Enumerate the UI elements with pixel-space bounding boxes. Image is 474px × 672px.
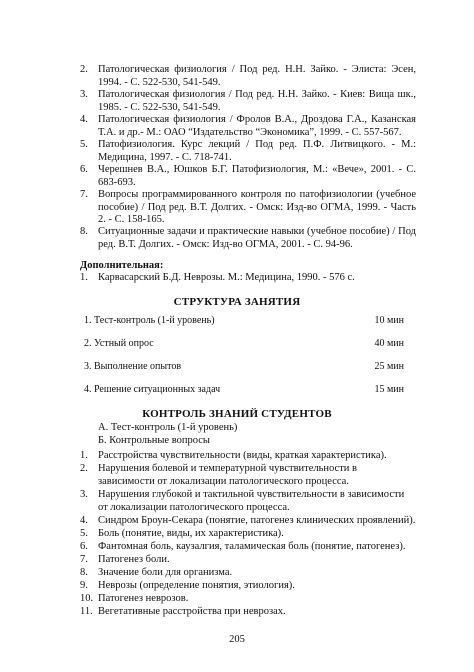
reference-text: Патологическая физиология / Под ред. Н.Н. Зайко. - Киев: Вища шк., 1985. - С. 522-530, 541-549. [98, 89, 416, 113]
reference-number: 6. [80, 164, 88, 175]
reference-text: Вопросы программированного контроля по патофизиологии (учебное пособие) / Под ред. В.Т. Долгих. - Омск: Изд-во ОГМА, 1999. - Часть 2. - С. 158-165. [98, 189, 416, 225]
reference-item [80, 89, 416, 114]
question-number: 11. [80, 606, 93, 617]
question-text: Патогенез неврозов. [98, 593, 189, 604]
reference-text: Патологическая физиология / Фролов В.А., Дроздова Г.А., Казанская Т.А. и др.- М.: ОАО “Издательство “Экономика”, 1999. - С. 557-567. [98, 114, 416, 138]
question-text: Нарушения глубокой и тактильной чувствительности в зависимости от локализации патологического процесса. [98, 489, 405, 513]
reference-number: 2. [80, 64, 88, 75]
question-number: 2. [80, 463, 88, 474]
structure-row-duration: 10 мин [374, 315, 404, 326]
question-text: Вегетативные расстройства при неврозах. [98, 606, 286, 617]
structure-row-duration: 15 мин [374, 384, 404, 395]
question-item [80, 449, 416, 462]
additional-heading: Дополнительная: [80, 260, 164, 271]
question-number: 3. [80, 489, 88, 500]
question-text: Синдром Броун-Секара (понятие, патогенез клинических проявлений). [98, 515, 416, 526]
question-item [80, 579, 416, 592]
question-text: Фантомная боль, каузалгия, таламическая боль (понятие, патогенез). [98, 541, 406, 552]
reference-text: Ситуационные задачи и практические навыки (учебное пособие) / Под ред. В.Т. Долгих. - Омск: Изд-во ОГМА, 2001. - С. 94-96. [98, 226, 416, 250]
question-text: Значение боли для организма. [98, 567, 233, 578]
structure-title: СТРУКТУРА ЗАНЯТИЯ [173, 296, 301, 308]
reference-number: 4. [80, 114, 88, 125]
reference-text: Патологическая физиология / Под ред. Н.Н. Зайко. - Элиста: Эсен, 1994. - С. 522-530, 541-549. [98, 64, 416, 88]
question-number: 6. [80, 541, 88, 552]
reference-item [80, 114, 416, 139]
reference-item [80, 189, 416, 227]
structure-row-label: 1. Тест-контроль (1-й уровень) [84, 315, 215, 326]
question-item [80, 592, 416, 605]
reference-text: Черешнев В.А., Юшков Б.Г. Патофизиология, М.: «Вече», 2001. - С. 683-693. [98, 164, 416, 188]
structure-row-label: 2. Устный опрос [84, 338, 154, 349]
question-number: 5. [80, 528, 88, 539]
question-text: Патогенез боли. [98, 554, 170, 565]
question-item [80, 527, 416, 540]
question-number: 8. [80, 567, 88, 578]
structure-row-duration: 40 мин [374, 338, 404, 349]
reference-item [80, 64, 416, 89]
structure-row-label: 4. Решение ситуационных задач [84, 384, 221, 395]
question-item [80, 605, 416, 618]
question-number: 7. [80, 554, 88, 565]
control-subheading-b: Б. Контрольные вопросы [98, 435, 210, 446]
question-item [80, 540, 416, 553]
reference-item [80, 164, 416, 189]
structure-row-duration: 25 мин [374, 361, 404, 372]
question-text: Нарушения болевой и температурной чувствительности в зависимости от локализации патологического процесса. [98, 463, 358, 487]
question-number: 9. [80, 580, 88, 591]
question-number: 10. [80, 593, 94, 604]
reference-number: 7. [80, 189, 88, 200]
reference-item [80, 139, 416, 164]
question-item [80, 488, 416, 514]
page-number: 205 [229, 634, 245, 645]
additional-text: Карвасарский Б.Д. Неврозы. М.: Медицина, 1990. - 576 с. [98, 272, 355, 283]
additional-item [80, 272, 416, 285]
control-title: КОНТРОЛЬ ЗНАНИЙ СТУДЕНТОВ [142, 408, 332, 420]
question-item [80, 553, 416, 566]
question-text: Расстройства чувствительности (виды, краткая характеристика). [98, 450, 387, 461]
question-item [80, 514, 416, 527]
question-item [80, 462, 416, 488]
reference-number: 8. [80, 226, 88, 237]
question-number: 4. [80, 515, 88, 526]
question-number: 1. [80, 450, 88, 461]
reference-number: 3. [80, 89, 88, 100]
control-subheading-a: А. Тест-контроль (1-й уровень) [98, 422, 238, 433]
reference-number: 5. [80, 139, 88, 150]
reference-item [80, 226, 416, 251]
question-text: Боль (понятие, виды, их характеристика). [98, 528, 284, 539]
structure-row-label: 3. Выполнение опытов [84, 361, 182, 372]
question-text: Неврозы (определение понятия, этиология). [98, 580, 295, 591]
additional-number: 1. [80, 272, 88, 283]
reference-text: Патофизиология. Курс лекций / Под ред. П.Ф. Литвицкого. - М.: Медицина, 1997. - С. 718-741. [98, 139, 416, 163]
question-item [80, 566, 416, 579]
